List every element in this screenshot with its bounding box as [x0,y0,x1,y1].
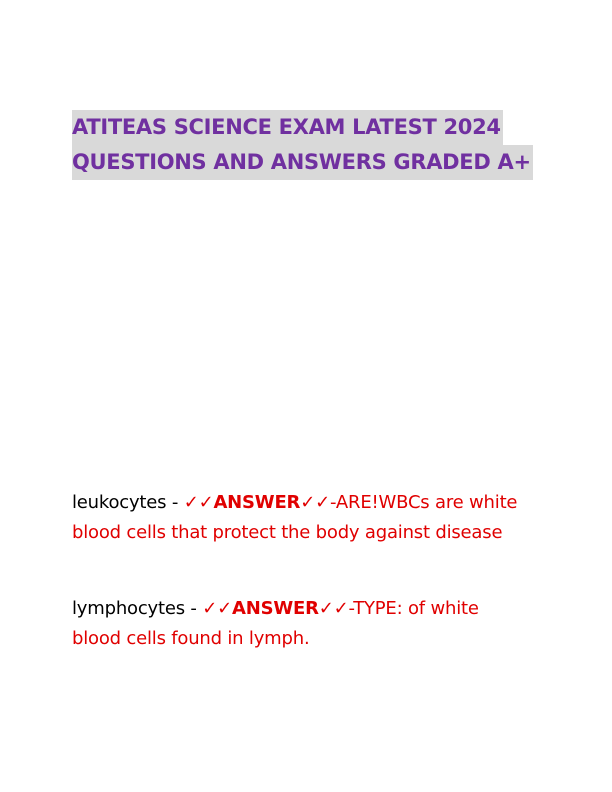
qa-entry-lymphocytes [72,594,542,654]
answer-marker: ✓✓ANSWER✓✓ [183,492,330,513]
answer-marker: ✓✓ANSWER✓✓ [202,598,349,619]
qa-entry-leukocytes [72,488,542,548]
term-label: leukocytes - [72,492,184,513]
title-line-1: ATITEAS SCIENCE EXAM LATEST 2024 [72,110,503,145]
title-line-2: QUESTIONS AND ANSWERS GRADED A+ [72,145,533,180]
qa-line-1 [72,594,542,624]
document-title [72,110,542,180]
answer-text-continued: blood cells found in lymph. [72,628,310,649]
term-label: lymphocytes - [72,598,203,619]
answer-text: -TYPE: of white [348,598,479,619]
qa-line-1 [72,488,542,518]
answer-text-continued: blood cells that protect the body against disease [72,522,503,543]
answer-text: -ARE!WBCs are white [330,492,518,513]
